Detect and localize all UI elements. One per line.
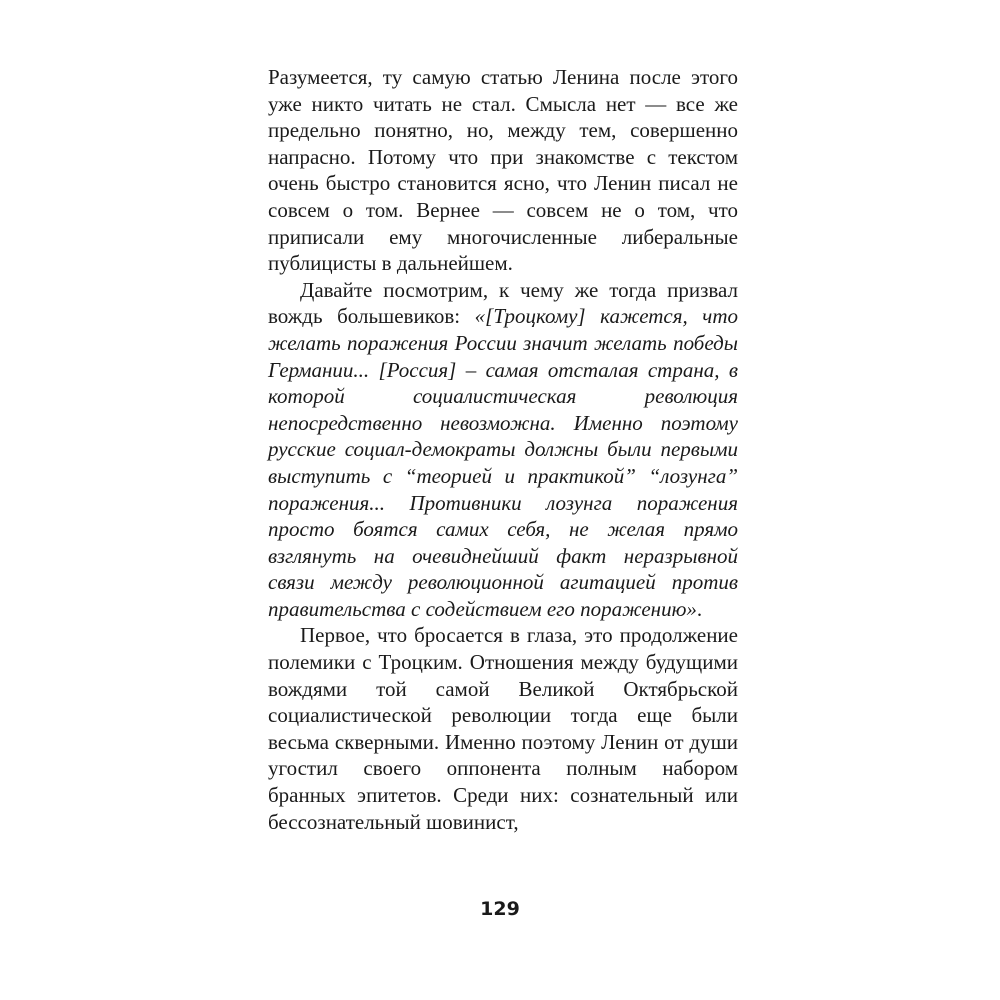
paragraph-2-tail: . [696, 596, 703, 621]
paragraph-2-lead: Давайте посмотрим, к чему же тогда призвал вождь большевиков: [268, 277, 738, 329]
paragraph-3: Первое, что бросается в глаза, это продолжение полемики с Троцким. Отношения между будущими вождями той самой Великой Октябрьской социалистической революции тогда еще были весьма скверными. Именно поэтому Ленин от души угостил своего оппонента полным набором бранных эпитетов. Среди них: сознательный или бессознательный шовинист, [268, 623, 738, 834]
paragraph-2 [268, 277, 738, 623]
page-body [268, 64, 738, 835]
lenin-quote: «[Троцкому] кажется, что желать поражения России значит желать победы Германии... [Россия] – самая отсталая страна, в которой социалистическая революция непосредственно невозможна. Именно поэтому русские социал-демократы должны были первыми выступить с “теорией и практикой” “лозунга” поражения... Противники лозунга поражения просто боятся самих себя, не желая прямо взглянуть на очевиднейший факт неразрывной связи между революционной агитацией против правительства с содействием его поражению» [268, 304, 738, 621]
paragraph-1: Разумеется, ту самую статью Ленина после этого уже никто читать не стал. Смысла нет — все же предельно понятно, но, между тем, совершенно напрасно. Потому что при знакомстве с текстом очень быстро становится ясно, что Ленин писал не совсем о том. Вернее — совсем не о том, что приписали ему многочисленные либеральные публицисты в дальнейшем. [268, 65, 738, 276]
page-number: 129 [480, 898, 520, 920]
